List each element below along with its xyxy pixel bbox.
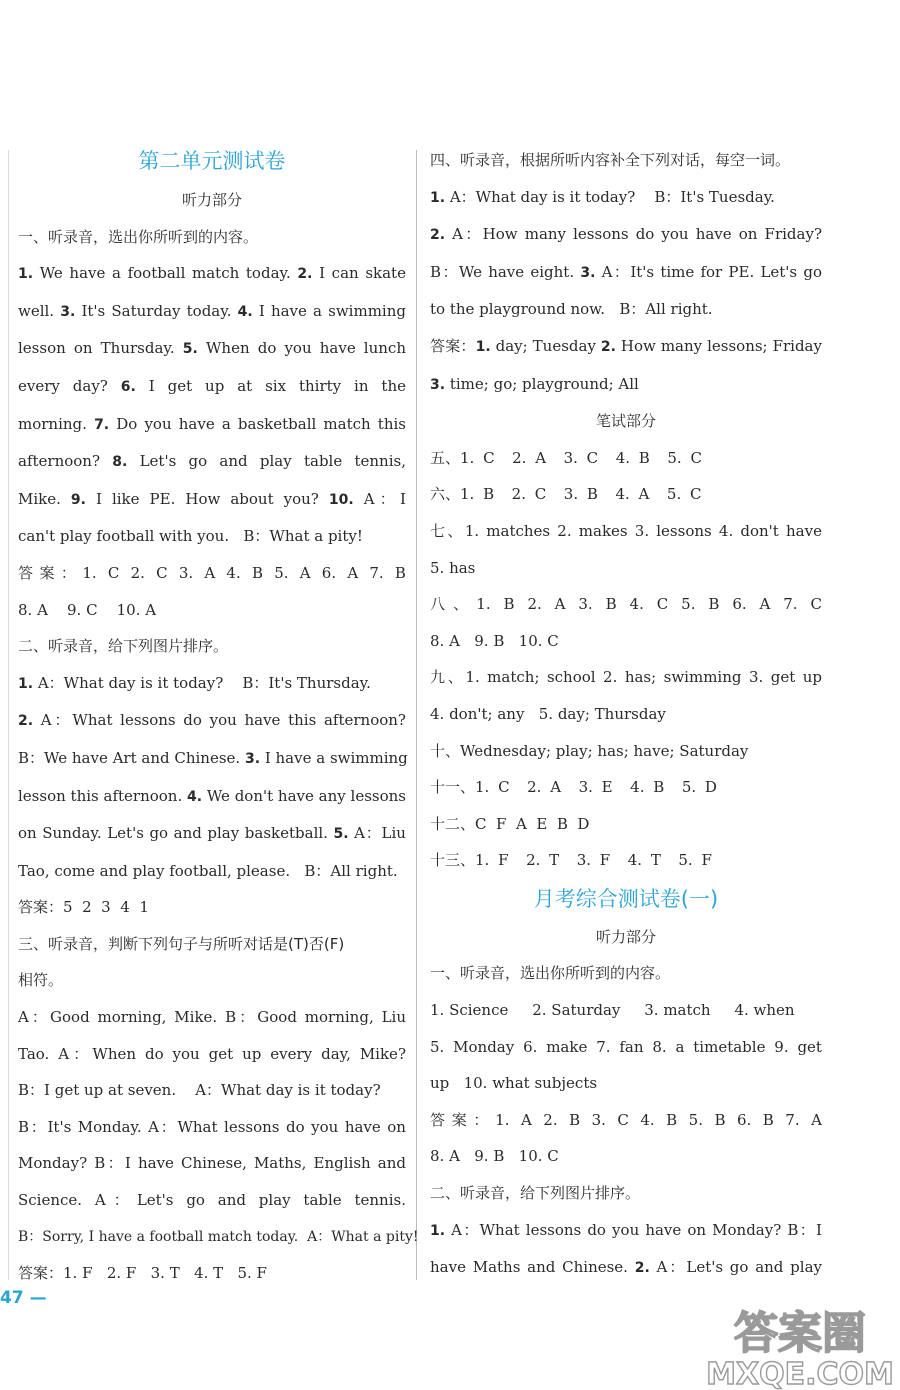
text-line: A：Good morning, Mike. B：Good morning, Liu — [18, 1008, 406, 1027]
text-line: B：It's Monday. A：What lessons do you have on — [18, 1117, 406, 1136]
text-line: B：Sorry, I have a football match today. A：What a pity! — [18, 1228, 419, 1245]
text-line: Tao. A：When do you get up every day, Mike? — [18, 1044, 406, 1063]
unit-title: 第二单元测试卷 — [138, 149, 286, 173]
text-line: morning. 7. Do you have a basketball match this — [18, 414, 406, 433]
left-margin-line — [8, 150, 9, 1280]
page-number: 47 — — [0, 1288, 47, 1308]
text-line: 2. A：How many lessons do you have on Friday? — [430, 225, 822, 244]
text-line: B：We have Art and Chinese. 3. I have a swimming — [18, 748, 408, 767]
answer-line: 8. A 9. C 10. A — [18, 600, 157, 619]
text-line: can't play football with you. B：What a pity! — [18, 527, 363, 546]
watermark-text-cn: 答案圈 — [734, 1308, 866, 1359]
text-line: 1. A：What day is it today? B：It's Tuesday. — [430, 187, 775, 206]
answer-row: 8. A 9. B 10. C — [430, 631, 559, 650]
monthly-test-title: 月考综合测试卷(一) — [533, 886, 719, 911]
monthly-section-1-body — [430, 992, 822, 1175]
answer-row: 十、Wednesday; play; has; have; Saturday — [430, 741, 749, 760]
answer-row: 十二、C F A E B D — [430, 814, 590, 833]
answer-row: 九、1. match; school 2. has; swimming 3. get up — [430, 668, 822, 687]
answer-row: 六、1. B 2. C 3. B 4. A 5. C — [430, 485, 702, 504]
column-divider — [416, 150, 417, 1280]
section-2-body — [18, 665, 406, 926]
section-1-heading: 一、听录音，选出你所听到的内容。 — [18, 227, 259, 246]
text-line: 1. A：What day is it today? B：It's Thursday. — [18, 673, 371, 692]
answer-line: 8. A 9. B 10. C — [430, 1147, 559, 1166]
section-4-body — [430, 179, 822, 404]
listening-section-title: 听力部分 — [181, 191, 242, 209]
text-line: Science. A：Let's go and play table tennis. — [18, 1191, 406, 1210]
answer-line: 答案：1. day; Tuesday 2. How many lessons; Friday — [430, 336, 822, 355]
text-line: B：We have eight. 3. A：It's time for PE. Let's go — [430, 262, 822, 281]
answer-line: 答案：5 2 3 4 1 — [18, 898, 149, 917]
answer-line: 答案：1. C 2. C 3. A 4. B 5. A 6. A 7. B — [18, 563, 406, 582]
text-line: Monday? B：I have Chinese, Maths, English and — [18, 1154, 406, 1173]
section-3-body — [18, 999, 419, 1292]
text-line: on Sunday. Let's go and play basketball. 5. A：Liu — [18, 824, 406, 843]
section-4-heading: 四、听录音，根据所听内容补全下列对话，每空一词。 — [430, 151, 791, 169]
section-3-heading-cont: 相符。 — [18, 971, 64, 990]
monthly-section-2-heading: 二、听录音，给下列图片排序。 — [430, 1184, 641, 1203]
text-line: afternoon? 8. Let's go and play table tennis, — [18, 452, 406, 471]
text-line: up 10. what subjects — [430, 1074, 598, 1093]
section-2-heading: 二、听录音，给下列图片排序。 — [18, 637, 229, 656]
written-answers — [430, 440, 822, 879]
text-line: lesson on Thursday. 5. When do you have lunch — [18, 339, 406, 358]
watermark-text-url: MXQE.COM — [706, 1357, 894, 1390]
answer-line: 答案：1. A 2. B 3. C 4. B 5. B 6. B 7. A — [430, 1110, 822, 1129]
text-line: to the playground now. B：All right. — [430, 300, 713, 319]
text-line: Mike. 9. I like PE. How about you? 10. A：I — [18, 489, 406, 508]
answer-line: 答案：1. F 2. F 3. T 4. T 5. F — [18, 1264, 267, 1283]
left-column — [18, 140, 419, 1292]
section-1-body — [18, 255, 406, 628]
watermark-logo — [700, 1298, 900, 1390]
text-line: 5. Monday 6. make 7. fan 8. a timetable 9. get — [430, 1037, 822, 1056]
text-line: have Maths and Chinese. 2. A：Let's go and play — [430, 1258, 822, 1277]
text-line: well. 3. It's Saturday today. 4. I have a swimming — [18, 301, 406, 320]
answer-line: 3. time; go; playground; All — [430, 374, 639, 393]
text-line: B：I get up at seven. A：What day is it today? — [18, 1081, 381, 1100]
monthly-listening-title: 听力部分 — [595, 927, 656, 946]
section-3-heading: 三、听录音，判断下列句子与所听对话是(T)否(F) — [18, 934, 345, 953]
text-line: Tao, come and play football, please. B：All right. — [18, 861, 398, 880]
text-line: lesson this afternoon. 4. We don't have any lessons — [18, 786, 406, 805]
answer-row: 5. has — [430, 558, 476, 577]
written-section-title: 笔试部分 — [595, 412, 656, 431]
answer-row: 十一、1. C 2. A 3. E 4. B 5. D — [430, 778, 717, 797]
monthly-section-1-heading: 一、听录音，选出你所听到的内容。 — [430, 964, 671, 983]
text-line: every day? 6. I get up at six thirty in the — [18, 376, 406, 395]
answer-row: 七、1. matches 2. makes 3. lessons 4. don't have — [430, 521, 822, 540]
answer-row: 五、1. C 2. A 3. C 4. B 5. C — [430, 448, 702, 467]
monthly-section-2-body — [430, 1212, 822, 1287]
answer-row: 八、1. B 2. A 3. B 4. C 5. B 6. A 7. C — [430, 595, 822, 614]
text-line: 1. We have a football match today. 2. I can skate — [18, 264, 406, 283]
text-line: 1. Science 2. Saturday 3. match 4. when — [430, 1001, 795, 1020]
text-line: 1. A：What lessons do you have on Monday? B：I — [430, 1220, 822, 1239]
answer-row: 4. don't; any 5. day; Thursday — [430, 704, 666, 723]
right-column — [430, 142, 822, 1287]
text-line: 2. A：What lessons do you have this afternoon? — [18, 711, 406, 730]
answer-row: 十三、1. F 2. T 3. F 4. T 5. F — [430, 851, 712, 870]
